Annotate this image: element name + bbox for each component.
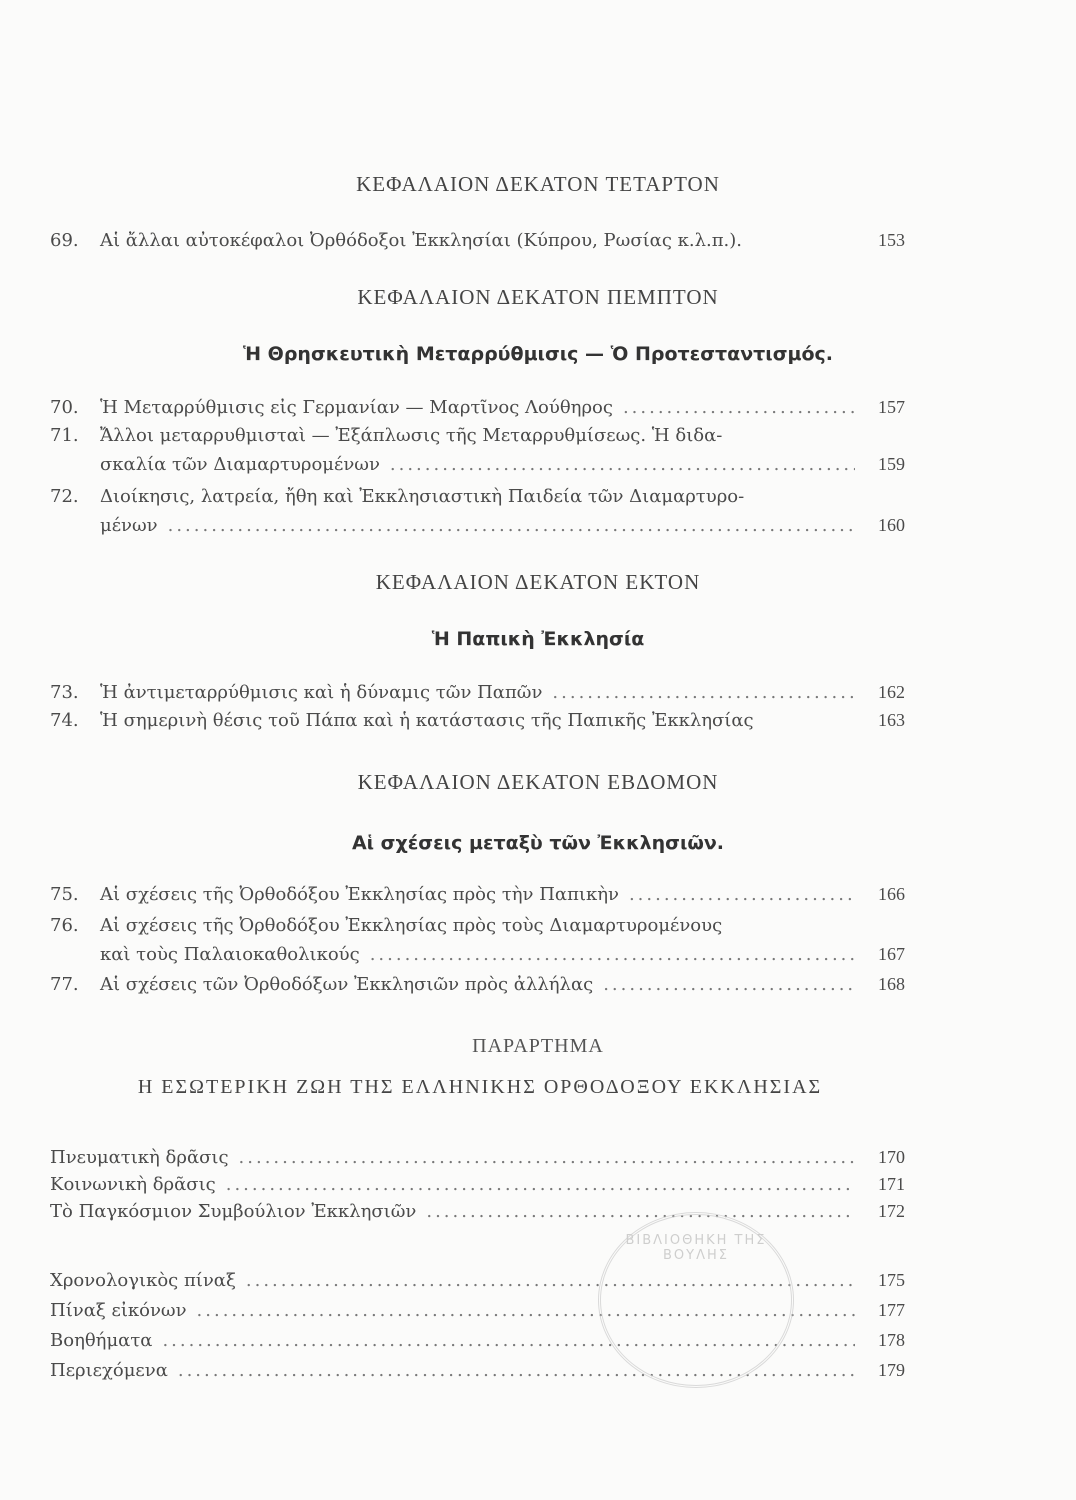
entry-number: 70. xyxy=(50,397,79,418)
entry-text: Πίναξ εἰκόνων xyxy=(50,1300,187,1321)
dot-leader xyxy=(370,941,855,969)
entry-page: 159 xyxy=(878,454,905,474)
entry-page: 168 xyxy=(878,974,905,994)
toc-entry xyxy=(50,970,905,999)
entry-text: Ἡ σημερινὴ θέσις τοῦ Πάπα καὶ ἡ κατάστασις τῆς Παπικῆς Ἐκκλησίας xyxy=(100,710,754,731)
entry-page: 162 xyxy=(878,682,905,702)
entry-page: 163 xyxy=(878,710,905,730)
entry-page: 178 xyxy=(878,1330,905,1350)
entry-page: 172 xyxy=(878,1201,905,1221)
entry-page: 171 xyxy=(878,1174,905,1194)
entry-text: Βοηθήματα xyxy=(50,1330,153,1351)
toc-entry xyxy=(50,1197,905,1226)
toc-entry xyxy=(50,706,905,735)
entry-number: 76. xyxy=(50,915,79,936)
entry-text: Αἱ σχέσεις τῆς Ὀρθοδόξου Ἐκκλησίας πρὸς τοὺς Διαμαρτυρομένους xyxy=(100,915,723,936)
toc-entry xyxy=(50,1143,905,1172)
entry-text: Αἱ ἄλλαι αὐτοκέφαλοι Ὀρθόδοξοι Ἐκκλησίαι (Κύπρου, Ρωσίας κ.λ.π.). xyxy=(100,230,743,251)
dot-leader xyxy=(623,394,855,422)
entry-text: Αἱ σχέσεις τῶν Ὀρθοδόξων Ἐκκλησιῶν πρὸς ἀλλήλας xyxy=(100,974,594,995)
dot-leader xyxy=(168,512,855,540)
dot-leader xyxy=(390,451,855,479)
dot-leader xyxy=(226,1171,855,1199)
entry-text: Τὸ Παγκόσμιον Συμβούλιον Ἐκκλησιῶν xyxy=(50,1201,417,1222)
dot-leader xyxy=(603,971,855,999)
toc-entry xyxy=(50,1356,905,1385)
entry-text: Αἱ σχέσεις τῆς Ὀρθοδόξου Ἐκκλησίας πρὸς τὴν Παπικὴν xyxy=(100,884,619,905)
entry-text: Ἄλλοι μεταρρυθμισταὶ — Ἐξάπλωσις τῆς Μεταρρυθμίσεως. Ἡ διδα- xyxy=(100,425,723,446)
entry-number: 75. xyxy=(50,884,79,905)
entry-text: Ἡ ἀντιμεταρρύθμισις καὶ ἡ δύναμις τῶν Παπῶν xyxy=(100,682,543,703)
entry-page: 170 xyxy=(878,1147,905,1167)
entry-number: 77. xyxy=(50,974,79,995)
chapter-15-title: ΚΕΦΑΛΑΙΟΝ ΔΕΚΑΤΟΝ ΠΕΜΠΤΟΝ xyxy=(357,285,719,309)
dot-leader xyxy=(552,679,855,707)
chapter-15-subtitle: Ἡ Θρησκευτικὴ Μεταρρύθμισις — Ὁ Προτεσταντισμός. xyxy=(242,343,834,365)
library-stamp xyxy=(598,1212,794,1388)
entry-text: Διοίκησις, λατρεία, ἤθη καὶ Ἐκκλησιαστικὴ Παιδεία τῶν Διαμαρτυρο- xyxy=(100,486,745,507)
toc-entry xyxy=(50,226,905,255)
entry-number: 69. xyxy=(50,230,79,251)
toc-entry xyxy=(50,422,905,479)
entry-text: Χρονολογικὸς πίναξ xyxy=(50,1270,236,1291)
entry-text-continued: μένων xyxy=(100,515,158,536)
entry-page: 167 xyxy=(878,944,905,964)
toc-entry xyxy=(50,1170,905,1199)
chapter-14-title: ΚΕΦΑΛΑΙΟΝ ΔΕΚΑΤΟΝ ΤΕΤΑΡΤΟΝ xyxy=(356,172,720,196)
dot-leader xyxy=(629,881,855,909)
entry-page: 157 xyxy=(878,397,905,417)
entry-text: Περιεχόμενα xyxy=(50,1360,168,1381)
toc-entry xyxy=(50,880,905,909)
toc-entry xyxy=(50,393,905,422)
entry-text: Πνευματικὴ δρᾶσις xyxy=(50,1147,229,1168)
entry-number: 73. xyxy=(50,682,79,703)
entry-page: 166 xyxy=(878,884,905,904)
appendix-subtitle: Η ΕΣΩΤΕΡΙΚΗ ΖΩΗ ΤΗΣ ΕΛΛΗΝΙΚΗΣ ΟΡΘΟΔΟΞΟΥ ΕΚΚΛΗΣΙΑΣ xyxy=(137,1076,823,1098)
entry-number: 72. xyxy=(50,486,79,507)
chapter-16-title: ΚΕΦΑΛΑΙΟΝ ΔΕΚΑΤΟΝ ΕΚΤΟΝ xyxy=(375,570,701,594)
entry-text: Ἡ Μεταρρύθμισις εἰς Γερμανίαν — Μαρτῖνος Λούθηρος xyxy=(100,397,613,418)
chapter-16-subtitle: Ἡ Παπικὴ Ἐκκλησία xyxy=(431,628,645,650)
appendix-title: ΠΑΡΑΡΤΗΜΑ xyxy=(472,1035,604,1057)
dot-leader xyxy=(239,1144,855,1172)
entry-page: 179 xyxy=(878,1360,905,1380)
stamp-text: ΒΙΒΛΙΟΘΗΚΗ ΤΗΣ ΒΟΥΛΗΣ xyxy=(625,1233,767,1263)
toc-entry xyxy=(50,912,905,969)
entry-number: 71. xyxy=(50,425,79,446)
entry-text-continued: καὶ τοὺς Παλαιοκαθολικούς xyxy=(100,944,360,965)
dot-leader xyxy=(426,1198,855,1226)
chapter-17-subtitle: Αἱ σχέσεις μεταξὺ τῶν Ἐκκλησιῶν. xyxy=(351,832,725,854)
entry-page: 175 xyxy=(878,1270,905,1290)
toc-entry xyxy=(50,678,905,707)
entry-page: 153 xyxy=(878,230,905,250)
entry-number: 74. xyxy=(50,710,79,731)
toc-entry xyxy=(50,483,905,540)
entry-text-continued: σκαλία τῶν Διαμαρτυρομένων xyxy=(100,454,380,475)
entry-page: 160 xyxy=(878,515,905,535)
chapter-17-title: ΚΕΦΑΛΑΙΟΝ ΔΕΚΑΤΟΝ ΕΒΔΟΜΟΝ xyxy=(357,770,719,794)
entry-text: Κοινωνικὴ δρᾶσις xyxy=(50,1174,216,1195)
entry-page: 177 xyxy=(878,1300,905,1320)
